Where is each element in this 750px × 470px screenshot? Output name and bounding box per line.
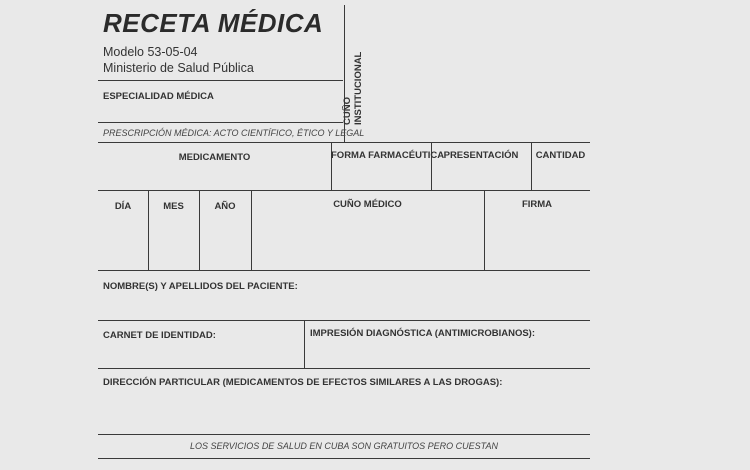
footer-line <box>98 458 590 459</box>
prescription-note: PRESCRIPCIÓN MÉDICA: ACTO CIENTÍFICO, ÉTICO Y LEGAL <box>103 128 365 138</box>
col-month: MES <box>163 201 184 212</box>
date-table-bottom <box>98 270 590 271</box>
col-quantity: CANTIDAD <box>535 150 586 161</box>
patient-name-line <box>98 320 590 321</box>
specialty-divider <box>98 122 343 123</box>
col-day: DÍA <box>114 201 132 212</box>
id-card-label: CARNET DE IDENTIDAD: <box>103 330 216 341</box>
model-number: Modelo 53-05-04 <box>103 45 198 59</box>
patient-name-label: NOMBRE(S) Y APELLIDOS DEL PACIENTE: <box>103 281 298 292</box>
col-signature: FIRMA <box>521 199 553 210</box>
col-pharmaceutical-form: FORMA FARMACÉUTICA <box>331 150 445 161</box>
diagnosis-label: IMPRESIÓN DIAGNÓSTICA (ANTIMICROBIANOS): <box>310 328 536 339</box>
id-diagnosis-line <box>98 368 590 369</box>
header-divider <box>98 80 343 81</box>
med-table-top <box>98 142 590 143</box>
med-table-bottom <box>98 190 590 191</box>
col-presentation: PRESENTACIÓN <box>443 150 519 161</box>
address-label: DIRECCIÓN PARTICULAR (MEDICAMENTOS DE EFECTOS SIMILARES A LAS DROGAS): <box>103 377 503 388</box>
institutional-stamp-label: CUÑO INSTITUCIONAL <box>342 51 364 125</box>
specialty-label: ESPECIALIDAD MÉDICA <box>103 91 214 102</box>
col-doctor-stamp: CUÑO MÉDICO <box>333 199 402 210</box>
form-title: RECETA MÉDICA <box>103 8 324 38</box>
id-diagnosis-divider <box>304 320 305 368</box>
address-line <box>98 434 590 435</box>
footer-note: LOS SERVICIOS DE SALUD EN CUBA SON GRATUITOS PERO CUESTAN <box>189 441 499 451</box>
ministry-name: Ministerio de Salud Pública <box>103 61 254 75</box>
col-year: AÑO <box>214 201 236 212</box>
col-medication: MEDICAMENTO <box>178 152 251 163</box>
